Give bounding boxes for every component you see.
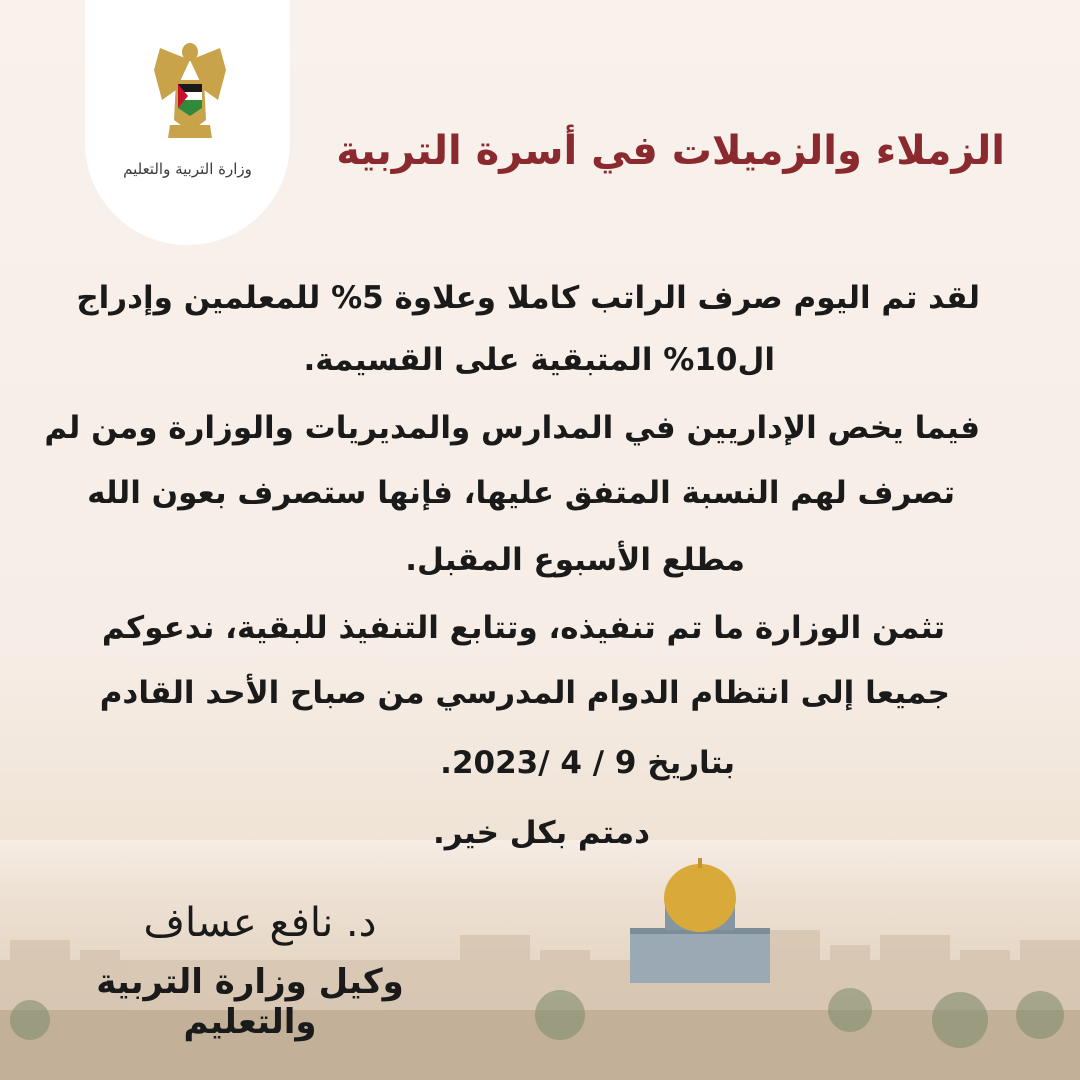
body-line: بتاريخ 9 / 4 /2023.	[440, 745, 735, 781]
body-line: ال10% المتبقية على القسيمة.	[303, 342, 775, 378]
body-line: تثمن الوزارة ما تم تنفيذه، وتتابع التنفيذ للبقية، ندعوكم	[101, 610, 945, 646]
body-line: فيما يخص الإداريين في المدارس والمديريات والوزارة ومن لم	[44, 410, 980, 446]
signature-title: وكيل وزارة التربية والتعليم	[96, 962, 404, 1042]
body-line: جميعا إلى انتظام الدوام المدرسي من صباح الأحد القادم	[99, 675, 950, 711]
ministry-name: وزارة التربية والتعليم	[123, 160, 252, 178]
body-line: مطلع الأسبوع المقبل.	[405, 542, 745, 578]
body-line: تصرف لهم النسبة المتفق عليها، فإنها ستصرف بعون الله	[87, 475, 955, 511]
jerusalem-skyline-image	[0, 840, 1080, 1080]
body-line: دمتم بكل خير.	[432, 815, 650, 851]
page-title: الزملاء والزميلات في أسرة التربية	[336, 128, 1005, 174]
signature-name: د. نافع عساف	[143, 900, 377, 946]
palestine-eagle-emblem-icon	[150, 40, 230, 150]
body-line: لقد تم اليوم صرف الراتب كاملا وعلاوة 5% للمعلمين وإدراج	[76, 280, 980, 316]
